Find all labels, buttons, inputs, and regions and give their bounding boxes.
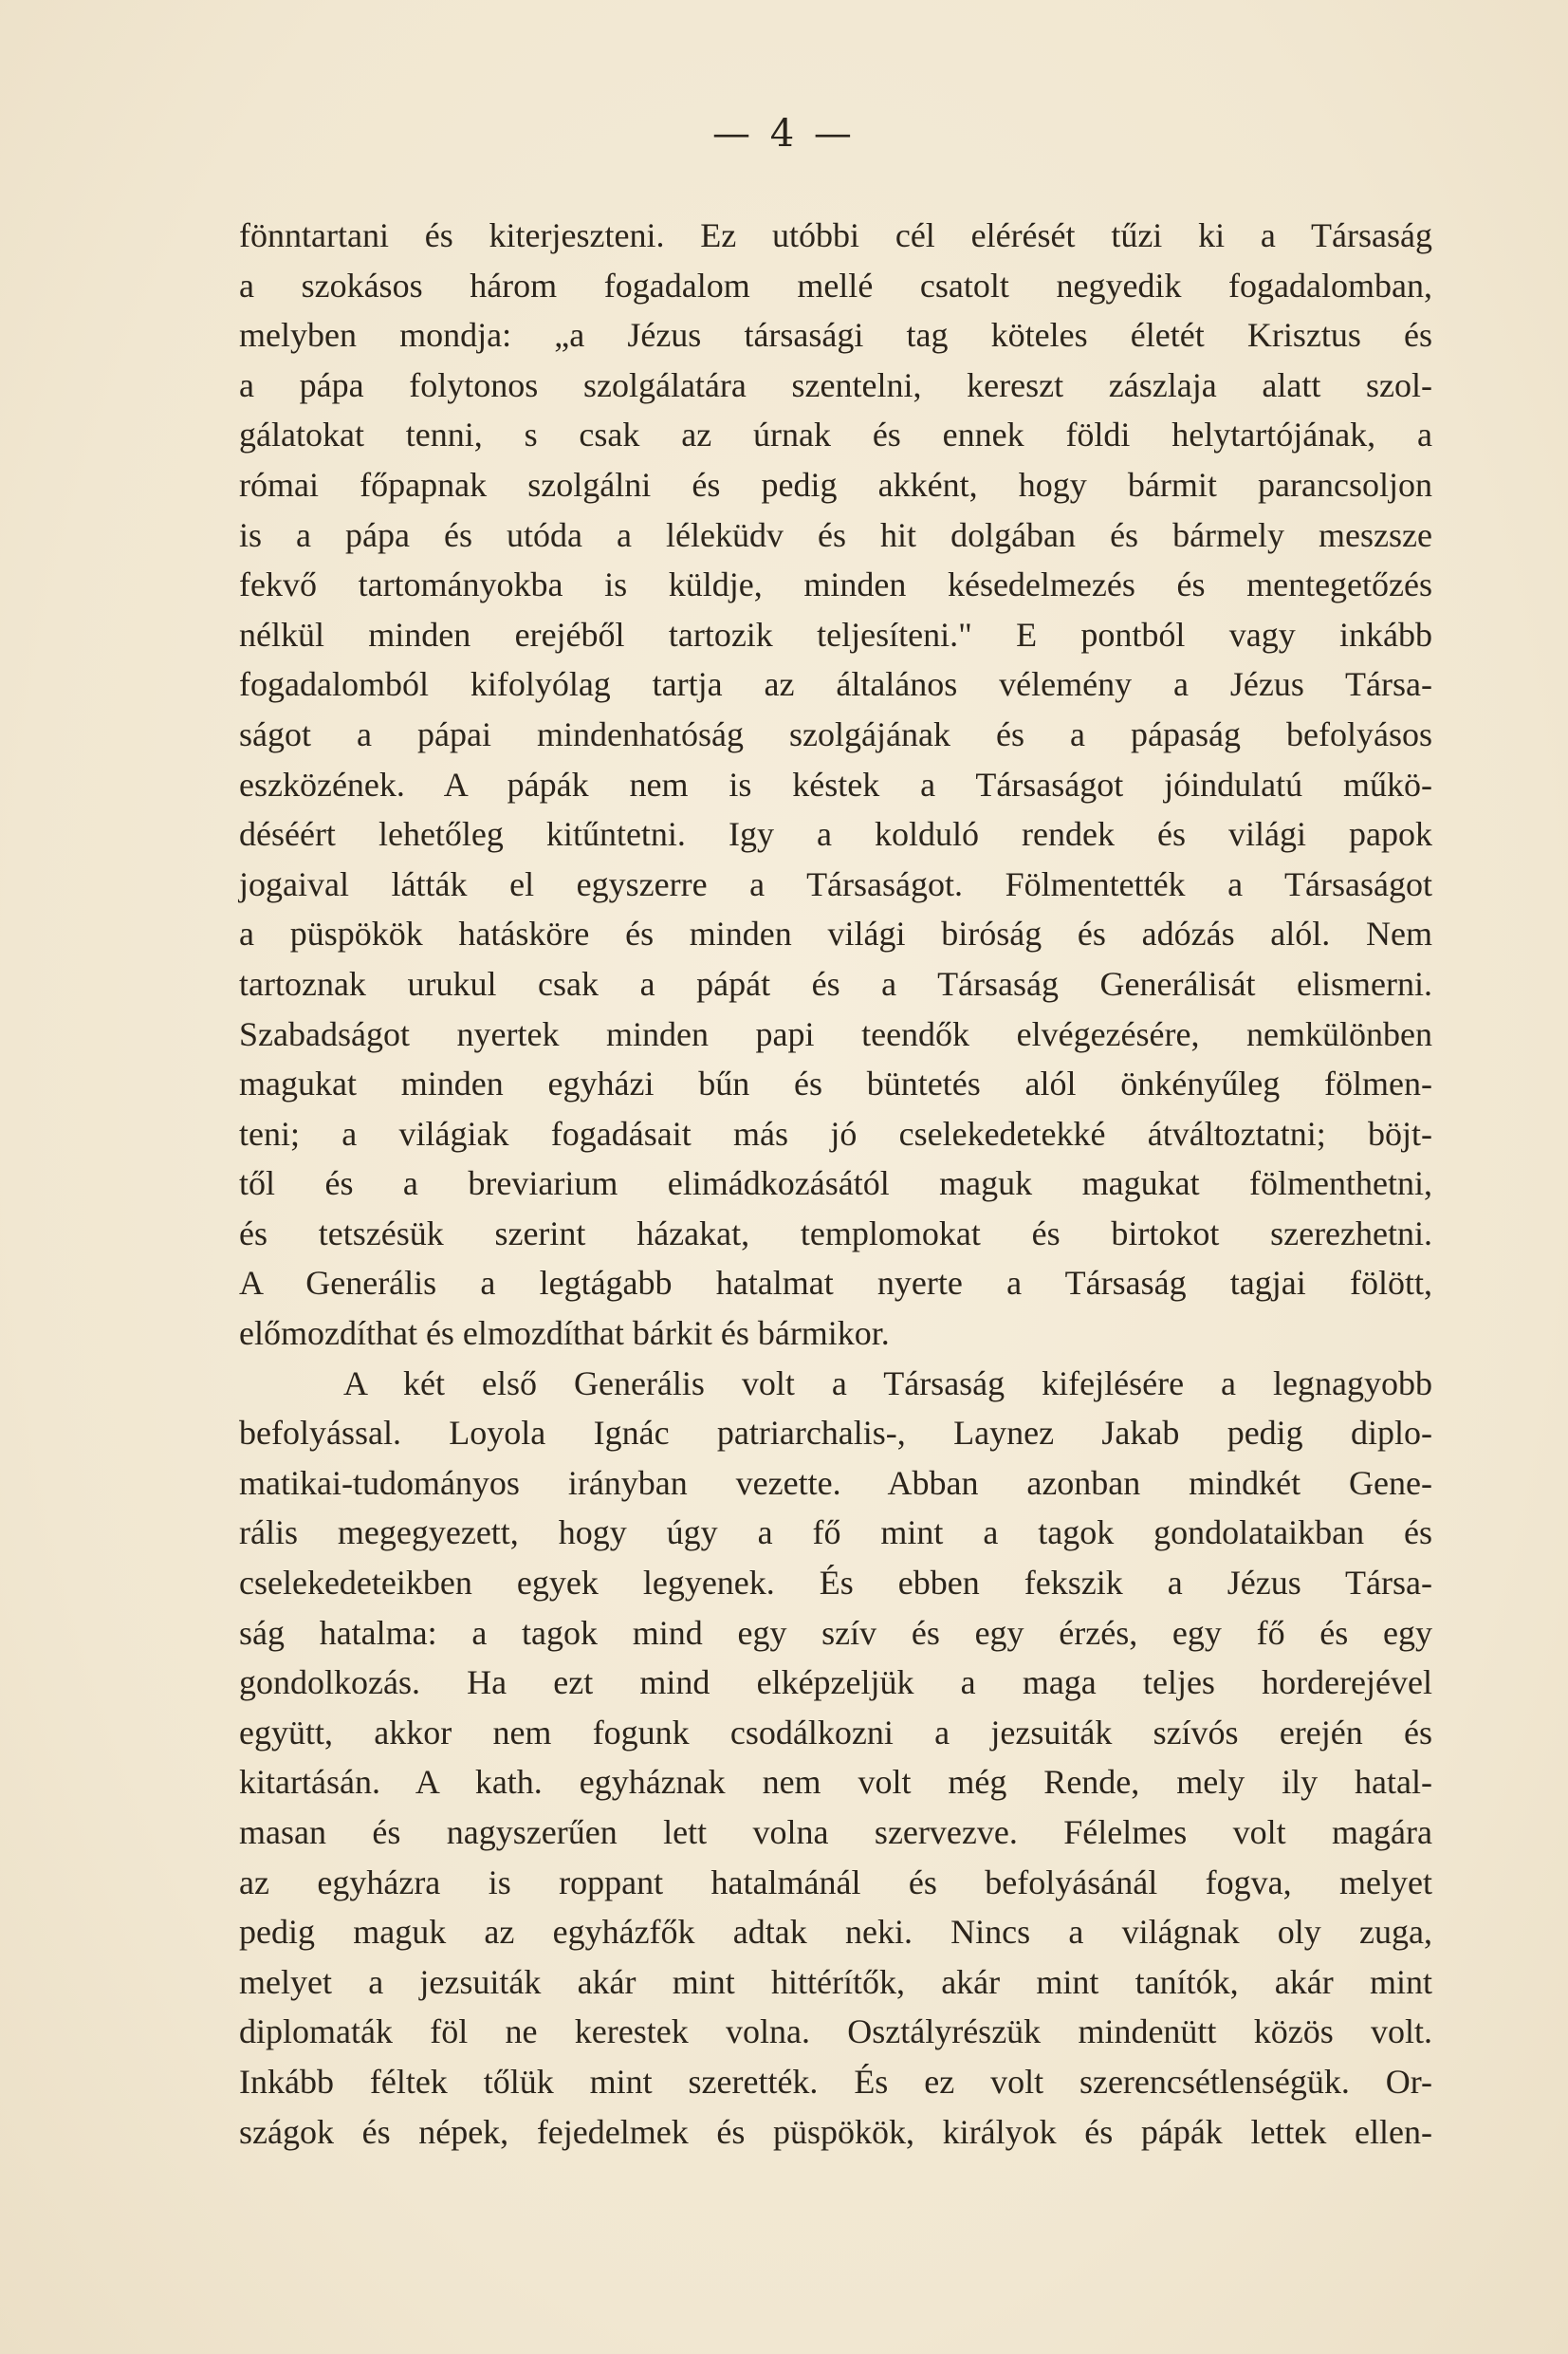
text-line: római főpapnak szolgálni és pedig akként, hogy bármit parancsoljon <box>239 465 1432 504</box>
text-line: diplomaták föl ne kerestek volna. Osztályrészük mindenütt közös volt. <box>239 2012 1432 2051</box>
text-line: teni; a világiak fogadásait más jó cselekedetekké átváltoztatni; böjt- <box>239 1114 1432 1153</box>
text-line: A két első Generális volt a Társaság kifejlésére a legnagyobb <box>343 1363 1432 1402</box>
text-line: is a pápa és utóda a léleküdv és hit dolgában és bármely meszsze <box>239 515 1432 554</box>
text-line: masan és nagyszerűen lett volna szervezve. Félelmes volt magára <box>239 1813 1432 1851</box>
text-line: jogaival látták el egyszerre a Társaságot. Fölmentették a Társaságot <box>239 864 1432 903</box>
text-line: a szokásos három fogadalom mellé csatolt negyedik fogadalomban, <box>239 266 1432 305</box>
text-line: cselekedeteikben egyek legyenek. És ebben fekszik a Jézus Társa- <box>239 1564 1432 1603</box>
text-line: fekvő tartományokba is küldje, minden késedelmezés és mentegetőzés <box>239 565 1432 604</box>
text-line: ságot a pápai mindenhatóság szolgájának és a pápaság befolyásos <box>239 714 1432 753</box>
text-line: együtt, akkor nem fogunk csodálkozni a jezsuiták szívós erején és <box>239 1713 1432 1752</box>
text-line: rális megegyezett, hogy úgy a fő mint a tagok gondolataikban és <box>239 1513 1432 1552</box>
text-line: melyben mondja: „a Jézus társasági tag köteles életét Krisztus és <box>239 316 1432 355</box>
text-line: eszközének. A pápák nem is késtek a Társaságot jóindulatú műkö- <box>239 765 1432 804</box>
text-line: az egyházra is roppant hatalmánál és befolyásánál fogva, melyet <box>239 1863 1432 1901</box>
text-line: gálatokat tenni, s csak az úrnak és ennek földi helytartójának, a <box>239 416 1432 454</box>
text-line: déséért lehetőleg kitűntetni. Igy a kolduló rendek és világi papok <box>239 815 1432 854</box>
text-line: melyet a jezsuiták akár mint hittérítők, akár mint tanítók, akár mint <box>239 1962 1432 2001</box>
body-text <box>239 211 1432 2157</box>
text-line: szágok és népek, fejedelmek és püspökök, királyok és pápák lettek ellen- <box>239 2112 1432 2151</box>
text-line: előmozdíthat és elmozdíthat bárkit és bármikor. <box>239 1314 890 1353</box>
text-line: a pápa folytonos szolgálatára szentelni, kereszt zászlaja alatt szol- <box>239 365 1432 404</box>
text-line: magukat minden egyházi bűn és büntetés alól önkényűleg fölmen- <box>239 1065 1432 1103</box>
text-line: pedig maguk az egyházfők adtak neki. Nincs a világnak oly zuga, <box>239 1913 1432 1952</box>
text-line: Inkább féltek tőlük mint szerették. És ez volt szerencsétlenségük. Or- <box>239 2062 1432 2101</box>
text-line: kitartásán. A kath. egyháznak nem volt még Rende, mely ily hatal- <box>239 1763 1432 1802</box>
text-line: és tetszésük szerint házakat, templomokat és birtokot szerezhetni. <box>239 1214 1432 1252</box>
text-line: befolyással. Loyola Ignác patriarchalis-, Laynez Jakab pedig diplo- <box>239 1414 1432 1453</box>
text-line: fönntartani és kiterjeszteni. Ez utóbbi cél elérését tűzi ki a Társaság <box>239 216 1432 254</box>
text-line: a püspökök hatásköre és minden világi biróság és adózás alól. Nem <box>239 915 1432 954</box>
text-line: ság hatalma: a tagok mind egy szív és egy érzés, egy fő és egy <box>239 1613 1432 1652</box>
text-line: nélkül minden erejéből tartozik teljesíteni." E pontból vagy inkább <box>239 615 1432 654</box>
page-number: — 4 — <box>712 112 856 156</box>
text-line: gondolkozás. Ha ezt mind elképzeljük a maga teljes horderejével <box>239 1663 1432 1702</box>
text-line: fogadalomból kifolyólag tartja az általános vélemény a Jézus Társa- <box>239 665 1432 704</box>
text-line: től és a breviarium elimádkozásától maguk magukat fölmenthetni, <box>239 1164 1432 1203</box>
text-line: tartoznak urukul csak a pápát és a Társaság Generálisát elismerni. <box>239 964 1432 1003</box>
text-line: Szabadságot nyertek minden papi teendők elvégezésére, nemkülönben <box>239 1014 1432 1053</box>
text-line: A Generális a legtágabb hatalmat nyerte a Társaság tagjai fölött, <box>239 1264 1432 1303</box>
text-line: matikai-tudományos irányban vezette. Abban azonban mindkét Gene- <box>239 1463 1432 1502</box>
